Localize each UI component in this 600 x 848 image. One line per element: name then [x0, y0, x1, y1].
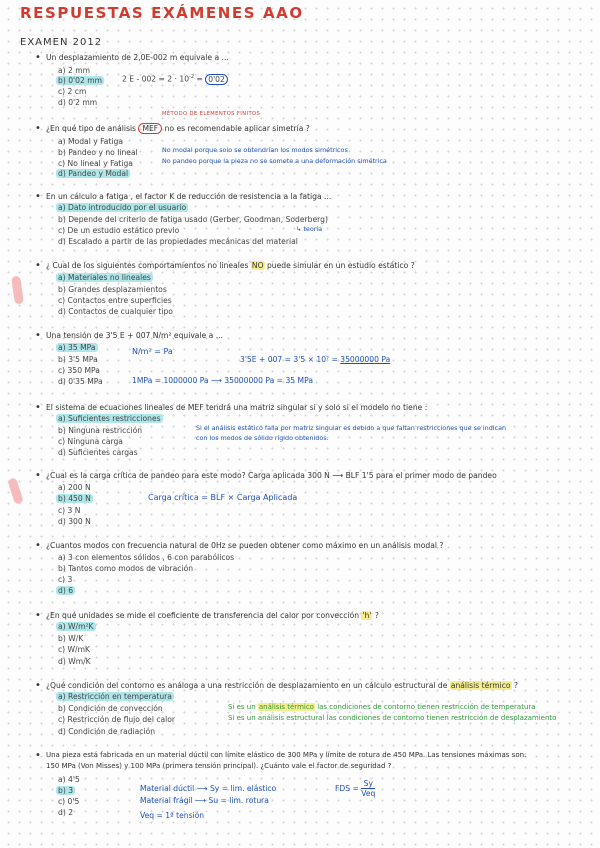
- q11-note-veq: Veq = 1ª tensión: [140, 811, 205, 820]
- q1-note-answer: 0'02: [205, 74, 228, 85]
- exam-heading: EXAMEN 2012: [20, 37, 103, 48]
- q2-option-a: a) Modal y Fatiga: [58, 137, 124, 146]
- q6-option-d: d) Suficientes cargas: [58, 448, 138, 457]
- q2-mef-circled: MEF: [138, 123, 162, 134]
- q8-option-a: a) 3 con elementos sólidos , 6 con parabólicos: [58, 553, 235, 562]
- q4-text-pre: ¿ Cual de los siguientes comportamientos no lineales: [46, 261, 251, 270]
- question-7: • ¿Cual es la carga crítica de pandeo para este modo? Carga aplicada 300 N ⟶ BLF 1'5 para el primer modo de pandeo: [46, 471, 497, 480]
- q7-option-b-answer: b) 450 N: [58, 494, 91, 503]
- q8-option-b: b) Tantos como modos de vibración: [58, 564, 194, 573]
- q3-option-a-answer: a) Dato introducido por el usuario: [58, 203, 187, 212]
- q9-text-pre: ¿En qué unidades se mide el coeficiente de transferencia del calor por convección: [46, 611, 362, 620]
- q11-note-fragile: Material frágil ⟶ Su = lim. rotura: [140, 796, 269, 805]
- q1-option-a: a) 2 mm: [58, 66, 91, 75]
- q10-note-1-term: análisis térmico: [258, 703, 314, 711]
- q4-option-b: b) Grandes desplazamientos: [58, 285, 167, 294]
- q10-term-highlight: análisis térmico: [450, 681, 511, 690]
- q2-text-pre: ¿En qué tipo de análisis: [46, 124, 139, 133]
- q11-option-b-answer: b) 3: [58, 786, 74, 795]
- pink-highlight-mark: [7, 477, 24, 505]
- question-4: [46, 261, 415, 270]
- q2-option-b: b) Pandeo y no lineal: [58, 148, 138, 157]
- question-3: • En un cálculo a fatiga , el factor K de reducción de resistencia a la fatiga ...: [46, 192, 331, 201]
- q4-option-d: d) Contactos de cualquier tipo: [58, 307, 173, 316]
- q1-note-expression: 2 E - 002 = 2 · 10: [122, 74, 190, 84]
- question-2: [46, 124, 310, 133]
- question-9: [46, 611, 379, 620]
- q10-note-1-pre: Si es un: [228, 703, 258, 711]
- mef-annotation: MÉTODO DE ELEMENTOS FINITOS: [162, 111, 261, 117]
- question-5: • Una tensión de 3'5 E + 007 N/m² equivale a ...: [46, 331, 223, 340]
- q8-option-c: c) 3: [58, 575, 73, 584]
- q5-option-c: c) 350 MPa: [58, 366, 100, 375]
- q10-note-line-2: Si es un análisis estructural las condiciones de contorno tienen restricción de desplazamiento: [228, 714, 557, 722]
- q4-option-a-answer: a) Materiales no lineales: [58, 273, 151, 282]
- q10-text-post: ?: [511, 681, 519, 690]
- q1-option-d: d) 0'2 mm: [58, 98, 98, 107]
- q2-note-b: No modal porque solo se obtendrían los modos simétricos: [162, 146, 348, 154]
- q11-option-c: c) 0'5: [58, 797, 80, 806]
- q11-fds-denominator: Veq: [361, 789, 376, 798]
- q9-option-d: d) Wm/K: [58, 657, 91, 666]
- q1-option-c: c) 2 cm: [58, 87, 87, 96]
- q10-text-pre: ¿Qué condición del contorno es análoga a una restricción de desplazamiento en un cálculo estructural de: [46, 681, 450, 690]
- q11-fds-numerator: Sy: [361, 779, 375, 789]
- page-title: RESPUESTAS EXÁMENES AAO: [20, 4, 304, 22]
- q1-option-b-answer: b) 0'02 mm: [58, 76, 102, 85]
- q11-fds-fraction: [361, 779, 375, 798]
- q1-note: [122, 74, 228, 84]
- q1-note-exponent: -2: [189, 74, 195, 80]
- q3-option-d: d) Escalado a partir de las propiedades mecánicas del material: [58, 237, 298, 246]
- q2-option-d-answer: d) Pandeo y Modal: [58, 169, 129, 178]
- q7-option-c: c) 3 N: [58, 506, 81, 515]
- q4-option-c: c) Contactos entre superficies: [58, 296, 172, 305]
- question-11-line-2: 150 MPa (Von Misses) y 100 MPa (primera tensión principal). ¿Cuánto vale el factor de seguridad ?: [46, 762, 392, 770]
- q10-option-c: c) Restricción de flujo del calor: [58, 715, 176, 724]
- q10-option-d: d) Condición de radiación: [58, 727, 156, 736]
- q9-h-highlight: 'h': [362, 611, 372, 620]
- q3-option-b: b) Depende del criterio de fatiga usado (Gerber, Goodman, Soderberg): [58, 215, 328, 224]
- q3-note-theory: ↳ teoría: [296, 225, 323, 233]
- q6-note-line-1: Si el análisis estático falla por matriz singular es debido a que faltan restricciones que se indican: [196, 424, 507, 432]
- q8-option-d-answer: d) 6: [58, 586, 74, 595]
- q10-note-line-1: [228, 703, 536, 711]
- q5-note-conversion: 1MPa = 1000000 Pa ⟶ 35000000 Pa = 35 MPa: [132, 376, 313, 385]
- q11-option-d: d) 2: [58, 808, 74, 817]
- q5-note-calc: [240, 355, 390, 364]
- q5-option-b: b) 3'5 MPa: [58, 355, 98, 364]
- q9-text-post: ?: [372, 611, 379, 620]
- q7-note: Carga crítica = BLF × Carga Aplicada: [148, 493, 298, 502]
- question-8: • ¿Cuantos modos con frecuencia natural de 0Hz se pueden obtener como máximo en un análisis modal ?: [46, 541, 443, 550]
- q5-note-calc-result: 35000000 Pa: [340, 355, 391, 364]
- q4-no-highlight: NO: [251, 261, 264, 270]
- pink-highlight-mark: [11, 276, 24, 305]
- q9-option-b: b) W/K: [58, 634, 84, 643]
- q11-fds-formula: [335, 779, 375, 798]
- q11-note-ductile: Material dúctil ⟶ Sy = lim. elástico: [140, 784, 277, 793]
- q7-option-a: a) 200 N: [58, 483, 91, 492]
- q10-option-b: b) Condición de convección: [58, 704, 163, 713]
- q6-option-a-answer: a) Suficientes restricciones: [58, 414, 161, 423]
- q3-option-c: c) De un estudio estático previo: [58, 226, 180, 235]
- q2-option-c: c) No lineal y Fatiga: [58, 159, 133, 168]
- q5-option-a-answer: a) 35 MPa: [58, 343, 96, 352]
- q6-option-b: b) Ninguna restricción: [58, 426, 143, 435]
- q2-text-post: no es recomendable aplicar simetría ?: [162, 124, 310, 133]
- question-1: • Un desplazamiento de 2,0E-002 m equivale a ...: [46, 53, 229, 62]
- question-11-line-1: • Una pieza está fabricada en un material dúctil con límite elástico de 300 MPa y límite de rotura de 450 MPa. Las tensiones máximas son:: [46, 751, 526, 759]
- q5-note-calc-text: 3'5E + 007 = 3'5 × 10⁷ =: [240, 355, 341, 364]
- q1-note-equals: =: [194, 74, 206, 84]
- q6-option-c: c) Ninguna carga: [58, 437, 123, 446]
- q6-note-line-2: con los modos de sólido rígido obtenidos.: [196, 434, 329, 442]
- q11-fds-label: FDS =: [335, 784, 362, 793]
- question-6: • El sistema de ecuaciones lineales de MEF tendrá una matriz singular si y solo si el modelo no tiene :: [46, 403, 427, 412]
- q7-option-d: d) 300 N: [58, 517, 91, 526]
- q9-option-c: c) W/mK: [58, 645, 90, 654]
- q11-option-a: a) 4'5: [58, 775, 80, 784]
- q10-option-a-answer: a) Restricción en temperatura: [58, 692, 172, 701]
- q10-note-1-post: las condiciones de contorno tienen restricción de temperatura: [314, 703, 536, 711]
- q4-text-post: puede simular en un estudio estático ?: [264, 261, 415, 270]
- q5-option-d: d) 0'35 MPa: [58, 377, 103, 386]
- question-10: [46, 681, 518, 690]
- q9-option-a-answer: a) W/m²K: [58, 622, 94, 631]
- q2-note-c: No pandeo porque la pieza no se somete a una deformación simétrica: [162, 157, 387, 165]
- q5-note-unit: N/m² = Pa: [132, 347, 173, 356]
